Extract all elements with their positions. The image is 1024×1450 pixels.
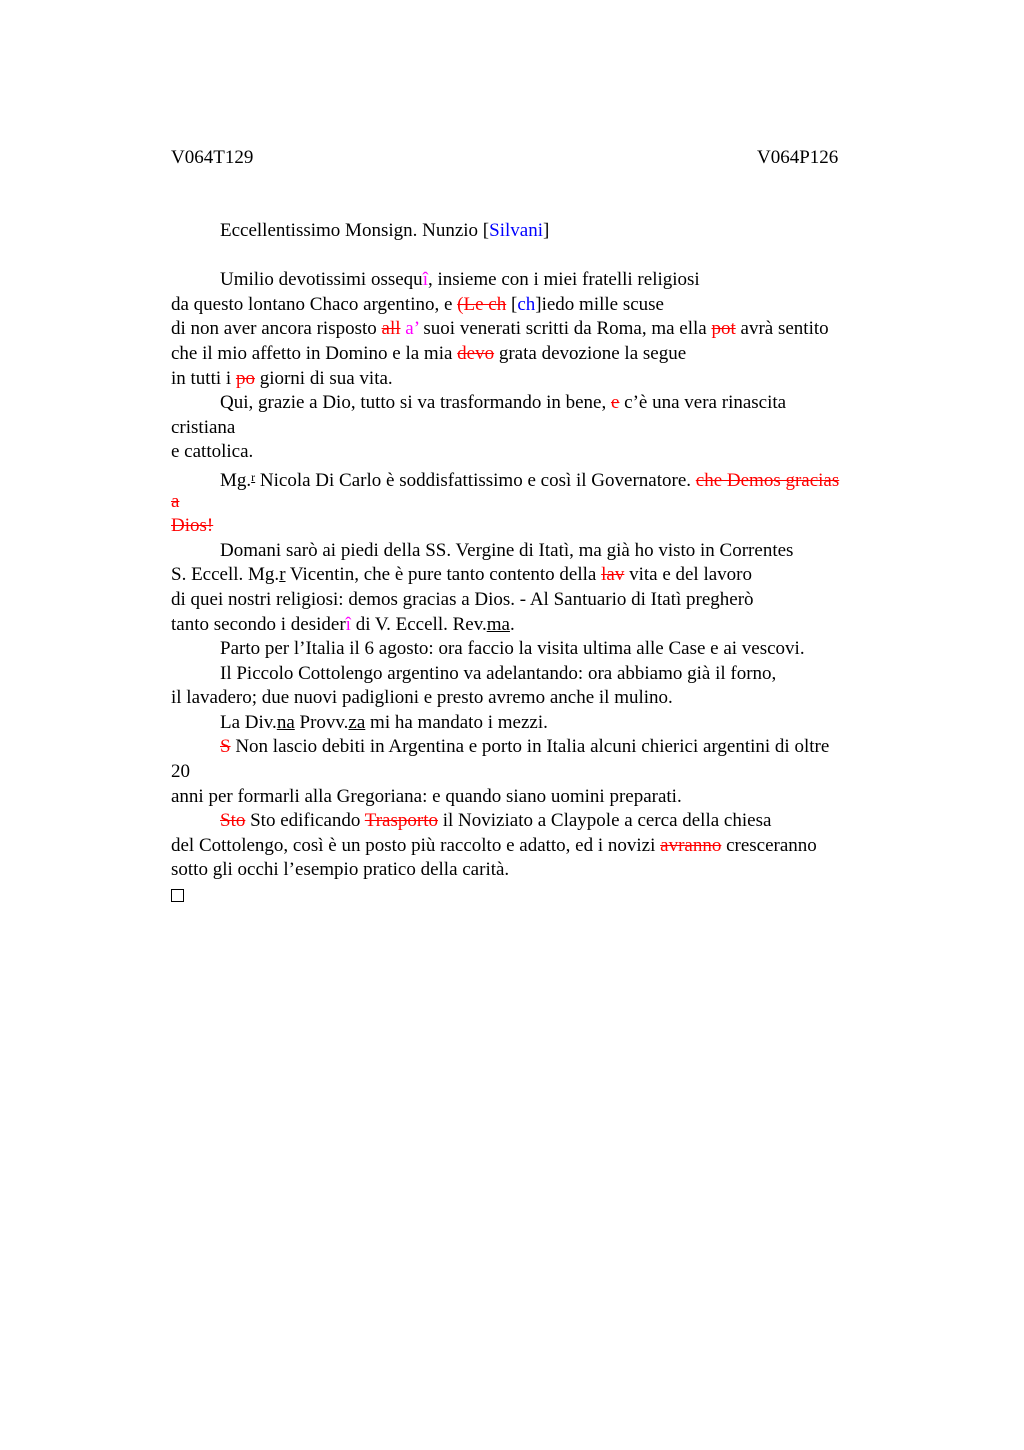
deletion: Trasporto	[364, 810, 438, 832]
paragraph-4: Domani sarò ai piedi della SS. Vergine di Itatì, ma già ho visto in Correntes S. Eccell. Mg.r Vicentin, che è pure tanto contento della lav vita e del lavoro di quei nostri religiosi: demos gracias a Dios. - Al Santuario di Itatì pregherò tanto secondo i desiderî di V. Eccell. Rev.ma.	[171, 539, 794, 635]
paragraph-2: Qui, grazie a Dio, tutto si va trasformando in bene, e c’è una vera rinascita cristiana e cattolica.	[171, 392, 787, 463]
document-id-right: V064P126	[757, 147, 839, 168]
document-id-left: V064T129	[171, 147, 254, 168]
deletion: e	[610, 392, 620, 414]
paragraph-7: La Div.na Provv.za mi ha mandato i mezzi.	[220, 711, 548, 733]
deletion: all	[381, 318, 401, 340]
end-box-icon	[171, 889, 184, 902]
paragraph-3: Mg.$^r$ Nicola Di Carlo è soddisfattissimo e così il Governatore. che Demos gracias a Dios!	[171, 469, 840, 537]
salutation: Eccellentissimo Monsign. Nunzio [Silvani]	[220, 220, 550, 241]
superscript: r	[251, 469, 256, 484]
insertion: a’	[405, 318, 419, 340]
insertion: î	[345, 613, 351, 635]
paragraph-5: Parto per l’Italia il 6 agosto: ora faccio la visita ultima alle Case e ai vescovi.	[220, 638, 805, 660]
paragraph-8: S Non lascio debiti in Argentina e porto in Italia alcuni chierici argentini di oltre 20 anni per formarli alla Gregoriana: e quando siano uomini preparati.	[171, 736, 830, 807]
deletion: avranno	[660, 834, 722, 856]
editor-insertion: ch	[517, 293, 536, 315]
deletion: Sto	[220, 810, 246, 832]
paragraph-1: Umilio devotissimi ossequî, insieme con i miei fratelli religiosi da questo lontano Chaco argentino, e (Le ch [ch]iedo mille scuse di non aver ancora risposto all a’ suoi venerati scritti da Roma, ma ella pot avrà sentito che il mio affetto in Domino e la mia devo grata devozione la segue in tutti i po giorni di sua vita.	[171, 269, 829, 389]
deletion: devo	[457, 342, 495, 364]
deletion: pot	[711, 318, 736, 340]
deletion: S	[220, 736, 231, 758]
deletion: (Le ch	[457, 293, 507, 315]
deletion: po	[235, 367, 255, 389]
letter-body	[171, 219, 891, 908]
paragraph-9: Sto Sto edificando Trasporto il Noviziato a Claypole a cerca della chiesa del Cottolengo, così è un posto più raccolto e adatto, ed i novizi avranno cresceranno sotto gli occhi l’esempio pratico della carità.	[171, 810, 817, 881]
editor-insertion: Silvani	[489, 220, 543, 241]
deletion: lav	[601, 564, 625, 586]
deletion: che Demos gracias	[695, 469, 840, 491]
deletion: Dios!	[171, 515, 214, 537]
blank-line	[171, 244, 891, 269]
paragraph-6: Il Piccolo Cottolengo argentino va adelantando: ora abbiamo già il forno, il lavadero; due nuovi padiglioni e presto avremo anche il mulino.	[171, 662, 777, 709]
deletion: a	[171, 490, 180, 512]
insertion: î	[422, 269, 428, 291]
